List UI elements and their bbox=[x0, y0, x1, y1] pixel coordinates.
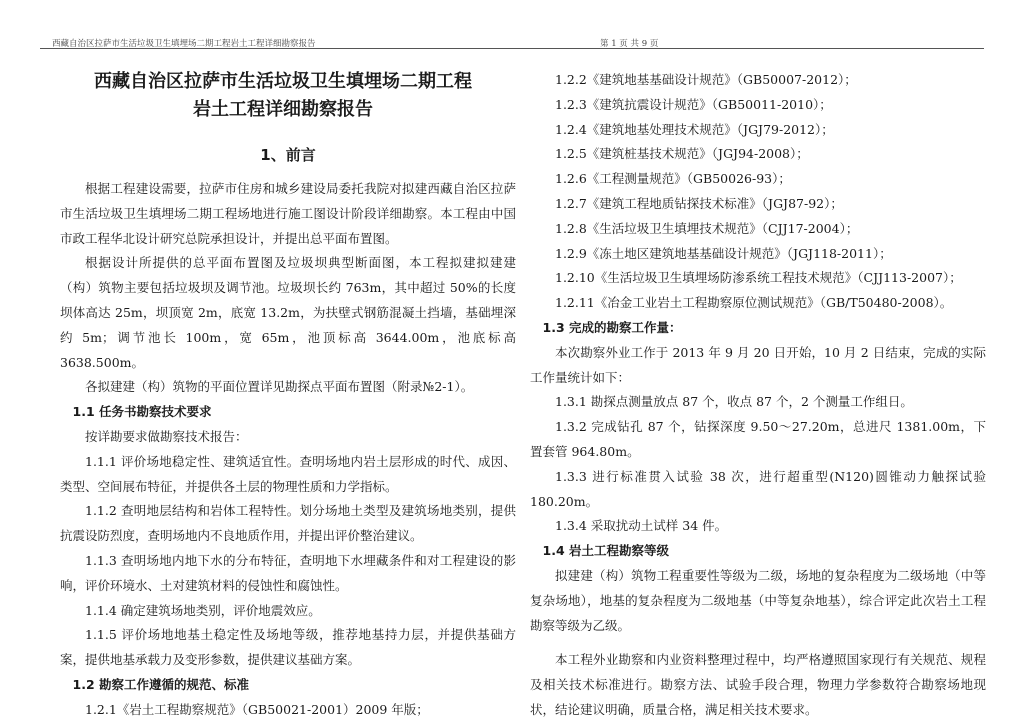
page-number: 第 1 页 共 9 页 bbox=[600, 39, 659, 49]
workload-item-1-3-4: 1.3.4 采取扰动土试样 34 件。 bbox=[555, 518, 728, 534]
right-column bbox=[530, 68, 986, 723]
document-title-line-1: 西藏自治区拉萨市生活垃圾卫生填埋场二期工程 bbox=[94, 71, 472, 92]
requirement-item-1-1-5: 1.1.5 评价场地地基土稳定性及场地等级，推荐地基持力层，并提供基础方案，提供地基承载力及变形参数，提供建议基础方案。 bbox=[60, 627, 516, 668]
standard-item-1-2-8: 1.2.8《生活垃圾卫生填埋技术规范》（CJJ17-2004）； bbox=[555, 220, 859, 236]
standard-item-1-2-11: 1.2.11《冶金工业岩土工程勘察原位测试规范》（GB/T50480-2008）。 bbox=[555, 295, 953, 311]
standard-item-1-2-2: 1.2.2《建筑地基基础设计规范》（GB50007-2012）； bbox=[555, 72, 857, 87]
survey-grade-paragraph-2: 本工程外业勘察和内业资料整理过程中，均严格遵照国家现行有关规范、规程及相关技术标准进行。勘察方法、试验手段合理，物理力学参数符合勘察场地现状，结论建议明确，质量合格，满足相关技术要求。 bbox=[530, 652, 986, 717]
left-column bbox=[60, 68, 516, 723]
standard-item-1-2-4: 1.2.4《建筑地基处理技术规范》（JGJ79-2012）； bbox=[555, 121, 834, 137]
subsection-heading-1-2: 1.2 勘察工作遵循的规范、标准 bbox=[72, 676, 249, 692]
page-header-title: 西藏自治区拉萨市生活垃圾卫生填埋场二期工程岩土工程详细勘察报告 bbox=[52, 39, 316, 49]
subsection-heading-1-1: 1.1 任务书勘察技术要求 bbox=[72, 404, 212, 420]
workload-item-1-3-3: 1.3.3 进行标准贯入试验 38 次，进行超重型(N120)圆锥动力触探试验 180.20m。 bbox=[530, 468, 986, 509]
standard-item-1-2-10: 1.2.10《生活垃圾卫生填埋场防渗系统工程技术规范》（CJJ113-2007）； bbox=[555, 270, 962, 286]
foreword-paragraph-2: 根据设计所提供的总平面布置图及垃圾坝典型断面图，本工程拟建拟建建（构）筑物主要包括垃圾坝及调节池。垃圾坝长约 763m，其中超过 50%的长度坝体高达 25m，坝顶宽 2m，底宽 13.2m，为扶壁式钢筋混凝土挡墙，基础埋深约 5m；调节池长 100m，宽 65m，池顶标高 3644.00m，池底标高 3638.500m。 bbox=[60, 255, 516, 370]
requirement-item-1-1-2: 1.1.2 查明地层结构和岩体工程特性。划分场地土类型及建筑场地类别，提供抗震设防烈度，查明场地内不良地质作用，并提出评价整治建议。 bbox=[60, 503, 516, 544]
subsection-heading-1-4: 1.4 岩土工程勘察等级 bbox=[542, 543, 669, 559]
requirement-item-1-1-3: 1.1.3 查明场地内地下水的分布特征，查明地下水埋藏条件和对工程建设的影响，评价环境水、土对建筑材料的侵蚀性和腐蚀性。 bbox=[60, 552, 516, 593]
header-divider bbox=[40, 48, 984, 49]
standard-item-1-2-6: 1.2.6《工程测量规范》（GB50026-93）； bbox=[555, 171, 791, 187]
subsection-heading-1-3: 1.3 完成的勘察工作量： bbox=[542, 319, 682, 335]
workload-item-1-3-2: 1.3.2 完成钻孔 87 个，钻探深度 9.50～27.20m，总进尺 1381.00m，下置套管 964.80m。 bbox=[530, 419, 986, 459]
standard-item-1-2-7: 1.2.7《建筑工程地质钻探技术标准》（JGJ87-92）； bbox=[555, 195, 843, 211]
foreword-paragraph-3: 各拟建建（构）筑物的平面位置详见勘探点平面布置图（附录№2-1）。 bbox=[85, 379, 474, 395]
foreword-paragraph-1: 根据工程建设需要，拉萨市住房和城乡建设局委托我院对拟建西藏自治区拉萨市生活垃圾卫生填埋场二期工程场地进行施工图设计阶段详细勘察。本工程由中国市政工程华北设计研究总院承担设计，并提出总平面布置图。 bbox=[60, 181, 516, 246]
standard-item-1-2-1: 1.2.1《岩土工程勘察规范》（GB50021-2001）2009 年版； bbox=[85, 701, 429, 717]
standard-item-1-2-9: 1.2.9《冻土地区建筑地基基础设计规范》（JGJ118-2011）； bbox=[555, 245, 892, 261]
document-title-line-2: 岩土工程详细勘察报告 bbox=[193, 99, 373, 120]
requirement-item-1-1-1: 1.1.1 评价场地稳定性、建筑适宜性。查明场地内岩土层形成的时代、成因、类型、空间展布特征，并提供各土层的物理性质和力学指标。 bbox=[60, 453, 516, 494]
subsection-1-3-intro: 本次勘察外业工作于 2013 年 9 月 20 日开始，10 月 2 日结束，完成的实际工作量统计如下： bbox=[530, 344, 986, 385]
standard-item-1-2-5: 1.2.5《建筑桩基技术规范》（JGJ94-2008）； bbox=[555, 146, 809, 162]
survey-grade-paragraph-1: 拟建建（构）筑物工程重要性等级为二级，场地的复杂程度为二级场地（中等复杂场地），地基的复杂程度为二级地基（中等复杂地基），综合评定此次岩土工程勘察等级为乙级。 bbox=[530, 567, 986, 633]
subsection-1-1-intro: 按详勘要求做勘察技术报告： bbox=[85, 428, 248, 444]
standard-item-1-2-3: 1.2.3《建筑抗震设计规范》（GB50011-2010）； bbox=[555, 96, 832, 112]
requirement-item-1-1-4: 1.1.4 确定建筑场地类别，评价地震效应。 bbox=[85, 602, 321, 618]
section-heading-foreword: 1、前言 bbox=[260, 146, 316, 164]
workload-item-1-3-1: 1.3.1 勘探点测量放点 87 个，收点 87 个，2 个测量工作组日。 bbox=[555, 394, 913, 410]
